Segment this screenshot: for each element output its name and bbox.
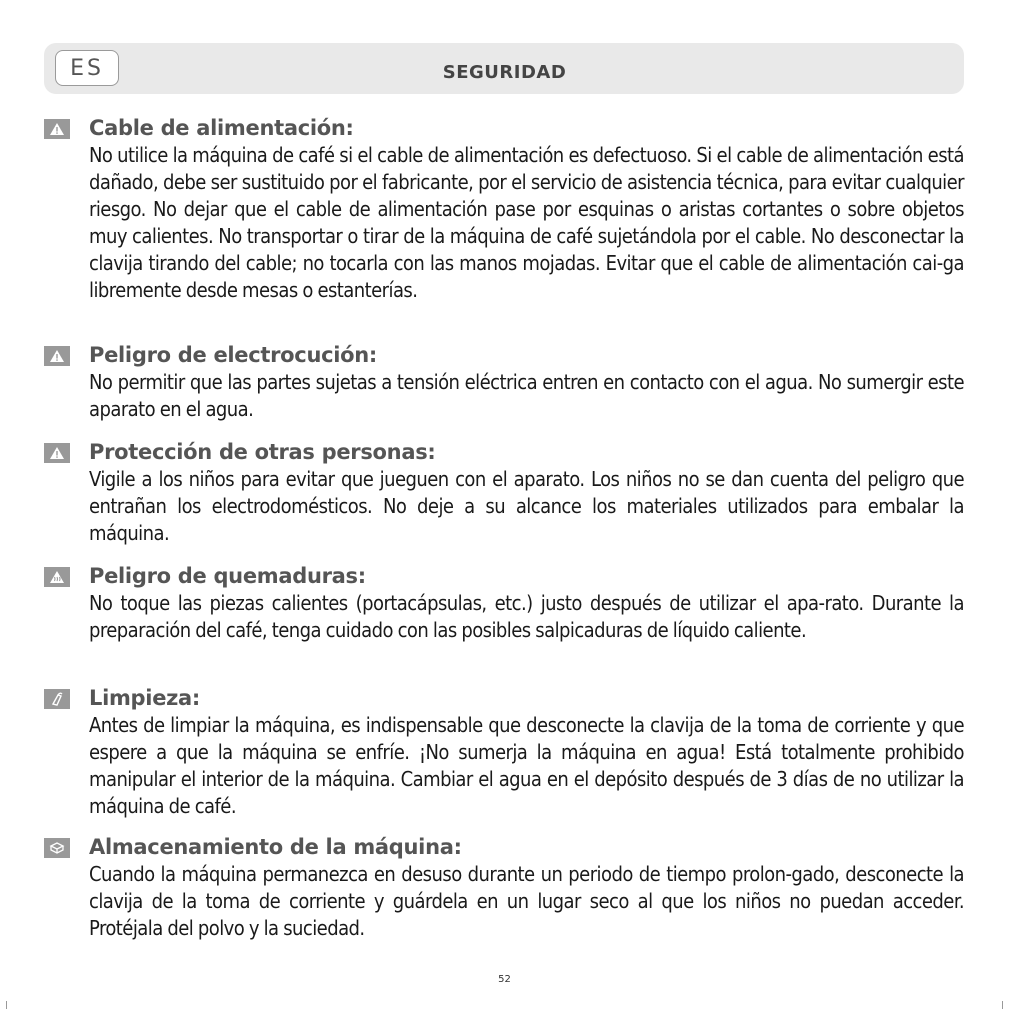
- section-text: No toque las piezas calientes (portacápsulas, etc.) justo después de utilizar el apa-rato. Durante la preparación del café, tenga cuidado con las posibles salpicaduras de líquido caliente.: [89, 591, 964, 642]
- section-heading: Almacenamiento de la máquina:: [89, 835, 462, 859]
- section-text: Cuando la máquina permanezca en desuso durante un periodo de tiempo prolon-gado, desconecte la clavija de la toma de corriente y guárdela en un lugar seco al que los niños no puedan acceder. Protéjala del polvo y la suciedad.: [89, 862, 964, 940]
- page-title: SEGURIDAD: [442, 62, 567, 83]
- page-number: 52: [498, 974, 511, 985]
- section-text: Antes de limpiar la máquina, es indispensable que desconecte la clavija de la toma de corriente y que espere a que la máquina se enfríe. ¡No sumerja la máquina en agua! Está totalmente prohibido manipular el interior de la máquina. Cambiar el agua en el depósito después de 3 días de no utilizar la máquina de café.: [89, 713, 964, 818]
- crop-mark: [6, 1001, 7, 1009]
- hot-surface-icon: [44, 567, 70, 587]
- section-text: No permitir que las partes sujetas a tensión eléctrica entren en contacto con el agua. No sumergir este aparato en el agua.: [89, 370, 964, 421]
- warning-triangle-icon: [44, 443, 70, 463]
- crop-mark: [1002, 1001, 1003, 1009]
- warning-triangle-icon: [44, 346, 70, 366]
- section-heading: Limpieza:: [89, 686, 201, 710]
- warning-triangle-icon: [44, 119, 70, 139]
- section-heading: Cable de alimentación:: [89, 116, 354, 140]
- section-heading: Peligro de electrocución:: [89, 343, 378, 367]
- section-text: Vigile a los niños para evitar que jueguen con el aparato. Los niños no se dan cuenta del peligro que entrañan los electrodomésticos. No deje a su alcance los materiales utilizados para embalar la máquina.: [89, 467, 964, 545]
- section-heading: Protección de otras personas:: [89, 440, 436, 464]
- section-heading: Peligro de quemaduras:: [89, 564, 366, 588]
- language-badge: ES: [55, 50, 119, 86]
- cleaning-spray-icon: [44, 689, 70, 709]
- section-text: No utilice la máquina de café si el cable de alimentación es defectuoso. Si el cable de alimentación está dañado, debe ser sustituido por el fabricante, por el servicio de asistencia técnica, para evitar cualquier riesgo. No dejar que el cable de alimentación pase por esquinas o aristas cortantes o sobre objetos muy calientes. No transportar o tirar de la máquina de café sujetándola por el cable. No desconectar la clavija tirando del cable; no tocarla con las manos mojadas. Evitar que el cable de alimentación cai-ga libremente desde mesas o estanterías.: [89, 143, 964, 302]
- storage-box-icon: [44, 838, 70, 858]
